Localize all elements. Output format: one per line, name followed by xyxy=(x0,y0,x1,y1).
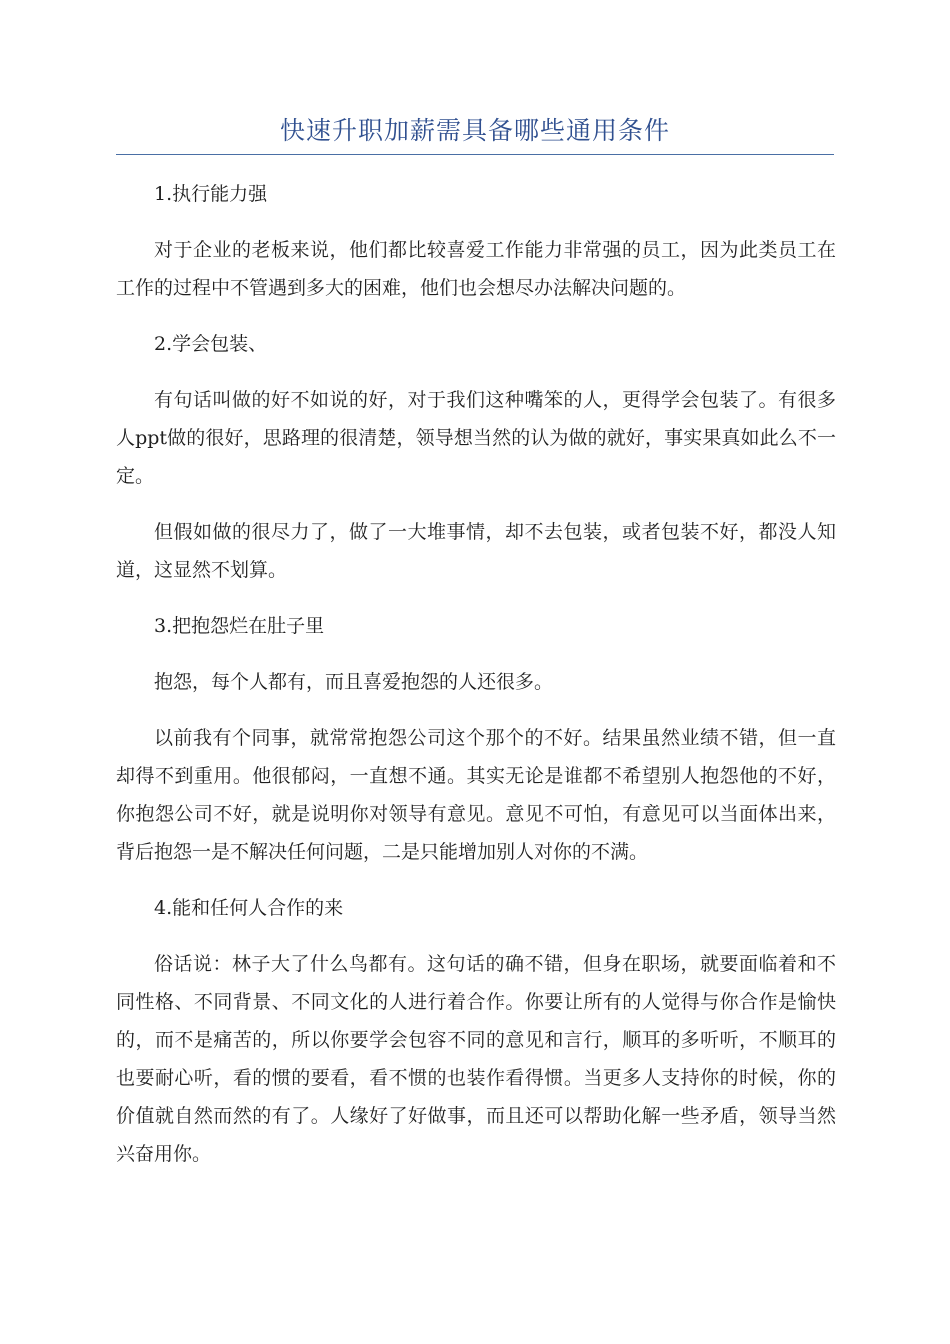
paragraph: 抱怨，每个人都有，而且喜爱抱怨的人还很多。 xyxy=(154,671,554,693)
title-underline xyxy=(116,154,834,155)
section-heading-4: 4.能和任何人合作的来 xyxy=(154,897,344,919)
paragraph: 以前我有个同事，就常常抱怨公司这个那个的不好。结果虽然业绩不错，但一直却得不到重用。他很郁闷，一直想不通。其实无论是谁都不希望别人抱怨他的不好，你抱怨公司不好，就是说明你对领导有意见。意见不可怕，有意见可以当面体出来，背后抱怨一是不解决任何问题，二是只能增加别人对你的不满。 xyxy=(116,727,836,863)
document-title: 快速升职加薪需具备哪些通用条件 xyxy=(279,116,670,145)
paragraph: 对于企业的老板来说，他们都比较喜爱工作能力非常强的员工，因为此类员工在工作的过程中不管遇到多大的困难，他们也会想尽办法解决问题的。 xyxy=(116,239,836,299)
paragraph: 但假如做的很尽力了，做了一大堆事情，却不去包装，或者包装不好，都没人知道，这显然不划算。 xyxy=(116,521,836,581)
section-heading-2: 2.学会包装、 xyxy=(154,333,268,355)
document-body xyxy=(116,175,836,1191)
paragraph: 有句话叫做的好不如说的好，对于我们这种嘴笨的人，更得学会包装了。有很多人ppt做的很好，思路理的很清楚，领导想当然的认为做的就好，事实果真如此么不一定。 xyxy=(116,389,836,487)
section-heading-1: 1.执行能力强 xyxy=(154,183,268,205)
paragraph: 俗话说：林子大了什么鸟都有。这句话的确不错，但身在职场，就要面临着和不同性格、不同背景、不同文化的人进行着合作。你要让所有的人觉得与你合作是愉快的，而不是痛苦的，所以你要学会包容不同的意见和言行，顺耳的多听听，不顺耳的也要耐心听，看的惯的要看，看不惯的也装作看得惯。当更多人支持你的时候，你的价值就自然而然的有了。人缘好了好做事，而且还可以帮助化解一些矛盾，领导当然兴奋用你。 xyxy=(116,953,836,1165)
section-heading-3: 3.把抱怨烂在肚子里 xyxy=(154,615,325,637)
